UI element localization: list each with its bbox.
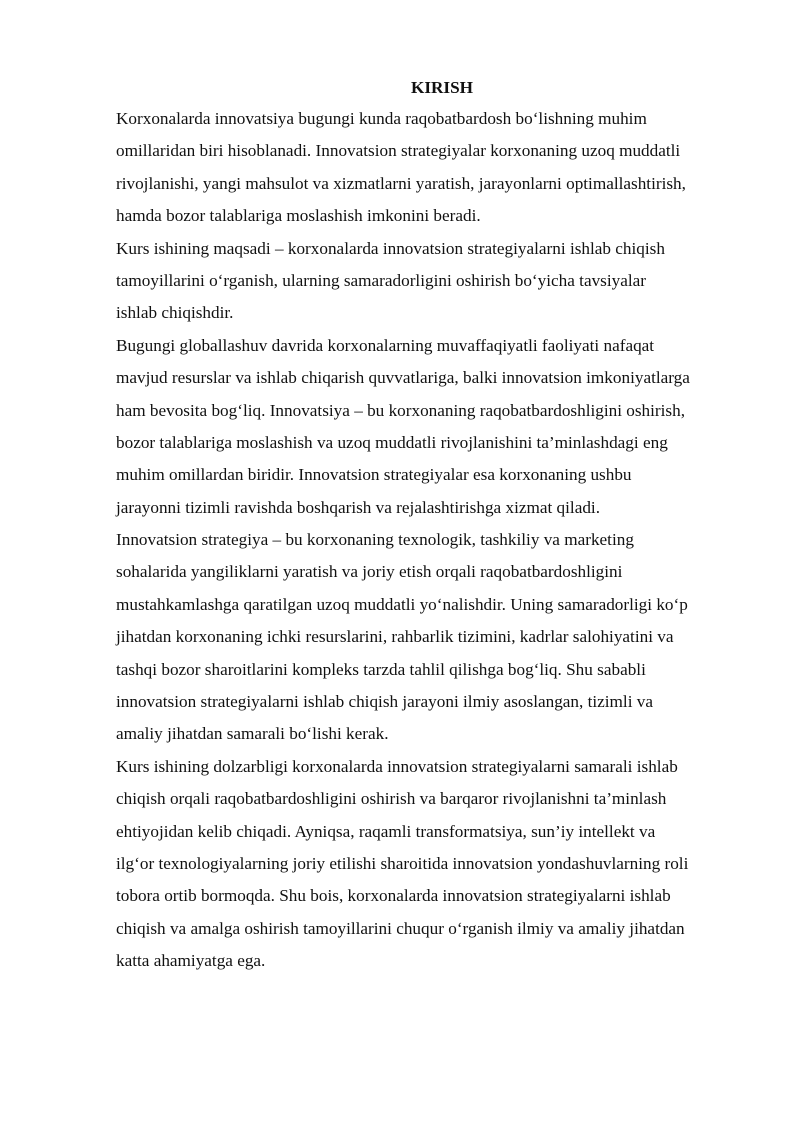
text-line: katta ahamiyatga ega. <box>116 951 266 971</box>
text-line: bozor talablariga moslashish va uzoq muddatli rivojlanishini ta’minlashdagi eng <box>116 432 668 452</box>
text-line: chiqish va amalga oshirish tamoyillarini chuqur o‘rganish ilmiy va amaliy jihatdan <box>116 918 685 938</box>
text-line: tobora ortib bormoqda. Shu bois, korxonalarda innovatsion strategiyalarni ishlab <box>116 886 671 906</box>
text-line: ham bevosita bog‘liq. Innovatsiya – bu korxonaning raqobatbardoshligini oshirish, <box>116 400 686 420</box>
body-text <box>116 103 748 978</box>
text-line: amaliy jihatdan samarali bo‘lishi kerak. <box>116 724 389 744</box>
text-line: Kurs ishining maqsadi – korxonalarda innovatsion strategiyalarni ishlab chiqish <box>116 238 665 258</box>
text-line: chiqish orqali raqobatbardoshligini oshirish va barqaror rivojlanishni ta’minlash <box>116 789 667 809</box>
text-line: Korxonalarda innovatsiya bugungi kunda raqobatbardosh bo‘lishning muhim <box>116 109 647 128</box>
text-line: Innovatsion strategiya – bu korxonaning texnologik, tashkiliy va marketing <box>116 530 634 550</box>
text-line: mavjud resurslar va ishlab chiqarish quvvatlariga, balki innovatsion imkoniyatlarga <box>116 368 690 388</box>
text-line: jarayonni tizimli ravishda boshqarish va rejalashtirishga xizmat qiladi. <box>116 497 600 517</box>
document-body <box>116 73 748 978</box>
text-line: tamoyillarini o‘rganish, ularning samaradorligini oshirish bo‘yicha tavsiyalar <box>116 270 646 290</box>
text-line: ishlab chiqishdir. <box>116 303 234 323</box>
text-line: rivojlanishi, yangi mahsulot va xizmatlarni yaratish, jarayonlarni optimallashtirish, <box>116 173 686 193</box>
text-line: Bugungi globallashuv davrida korxonalarning muvaffaqiyatli faoliyati nafaqat <box>116 335 655 355</box>
text-line: ehtiyojidan kelib chiqadi. Ayniqsa, raqamli transformatsiya, sun’iy intellekt va <box>116 821 656 841</box>
text-line: omillaridan biri hisoblanadi. Innovatsion strategiyalar korxonaning uzoq muddatli <box>116 141 681 161</box>
text-line: muhim omillardan biridir. Innovatsion strategiyalar esa korxonaning ushbu <box>116 465 632 485</box>
text-line: jihatdan korxonaning ichki resurslarini, rahbarlik tizimini, kadrlar salohiyatini va <box>116 627 674 647</box>
text-line: Kurs ishining dolzarbligi korxonalarda innovatsion strategiyalarni samarali ishlab <box>116 756 678 776</box>
text-line: sohalarida yangiliklarni yaratish va joriy etish orqali raqobatbardoshligini <box>116 562 623 582</box>
text-line: hamda bozor talablariga moslashish imkonini beradi. <box>116 206 481 226</box>
text-line: tashqi bozor sharoitlarini kompleks tarzda tahlil qilishga bog‘liq. Shu sababli <box>116 659 646 679</box>
page-title: KIRISH <box>410 78 474 97</box>
text-line: mustahkamlashga qaratilgan uzoq muddatli yo‘nalishdir. Uning samaradorligi ko‘p <box>116 594 688 614</box>
text-line: innovatsion strategiyalarni ishlab chiqish jarayoni ilmiy asoslangan, tizimli va <box>116 692 654 712</box>
text-line: ilg‘or texnologiyalarning joriy etilishi sharoitida innovatsion yondashuvlarning roli <box>116 853 689 873</box>
